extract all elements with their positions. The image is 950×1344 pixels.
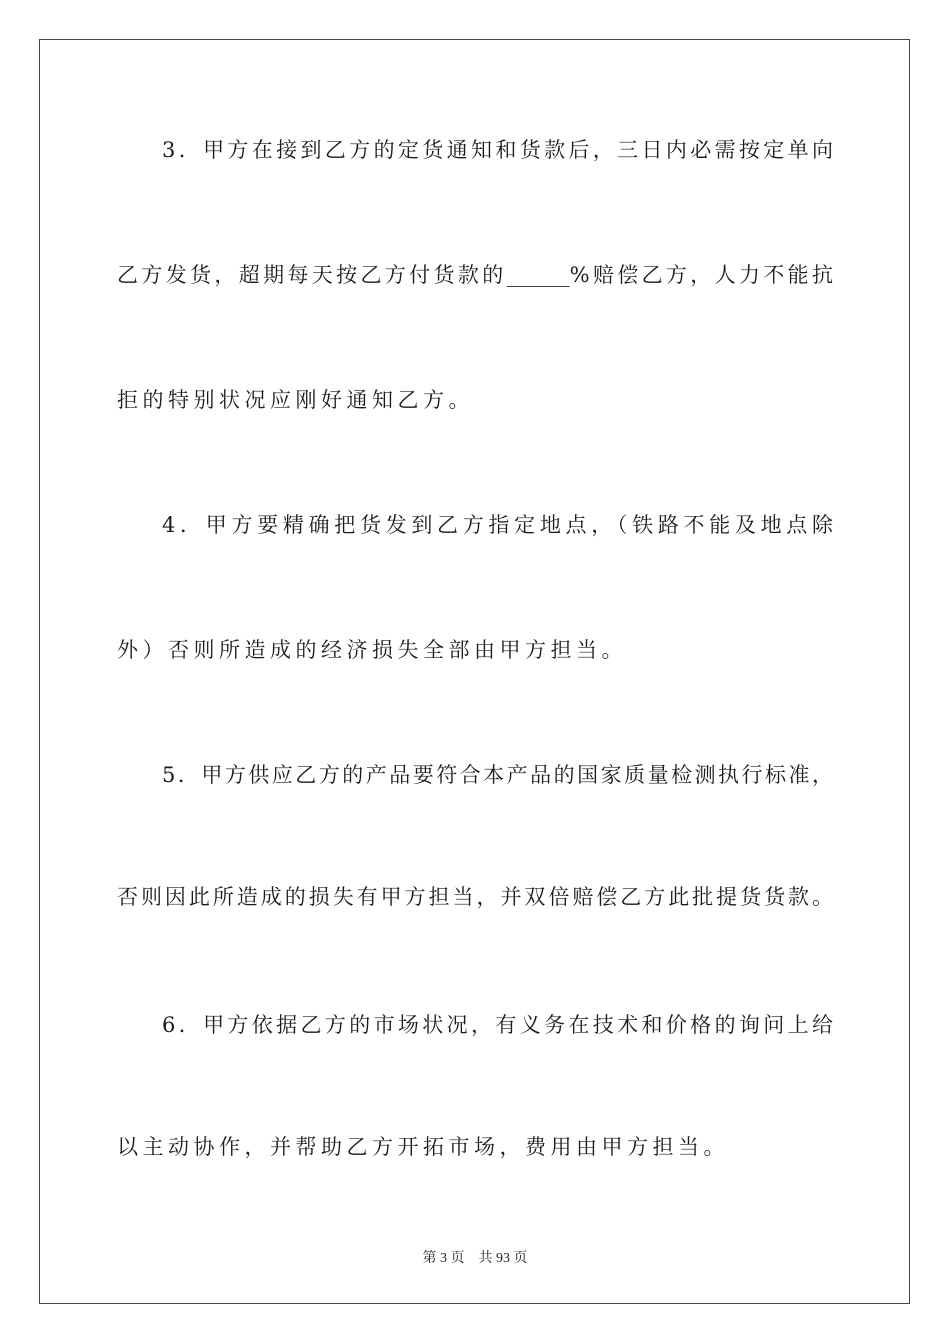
clause-4-line-1: 4．甲方要精确把货发到乙方指定地点，（铁路不能及地点除 [162,513,833,537]
page-border [39,39,910,1304]
page-footer [0,1247,950,1267]
clause-4-line-2: 外）否则所造成的经济损失全部由甲方担当。 [117,638,627,662]
clause-3-line-3: 拒的特别状况应刚好通知乙方。 [117,388,474,412]
clause-6-line-1: 6．甲方依据乙方的市场状况，有义务在技术和价格的询问上给 [162,1013,833,1037]
clause-5-line-1: 5．甲方供应乙方的产品要符合本产品的国家质量检测执行标准， [162,763,833,787]
clause-3-line-2: 乙方发货，超期每天按乙方付货款的______%赔偿乙方，人力不能抗 [117,263,833,287]
clause-5-line-2: 否则因此所造成的损失有甲方担当，并双倍赔偿乙方此批提货货款。 [117,885,833,909]
clause-6-line-2: 以主动协作，并帮助乙方开拓市场，费用由甲方担当。 [117,1135,729,1159]
page-number: 第 3 页 [422,1251,465,1266]
clause-3-line-1: 3．甲方在接到乙方的定货通知和货款后，三日内必需按定单向 [162,138,833,162]
total-pages: 共 93 页 [478,1251,528,1266]
